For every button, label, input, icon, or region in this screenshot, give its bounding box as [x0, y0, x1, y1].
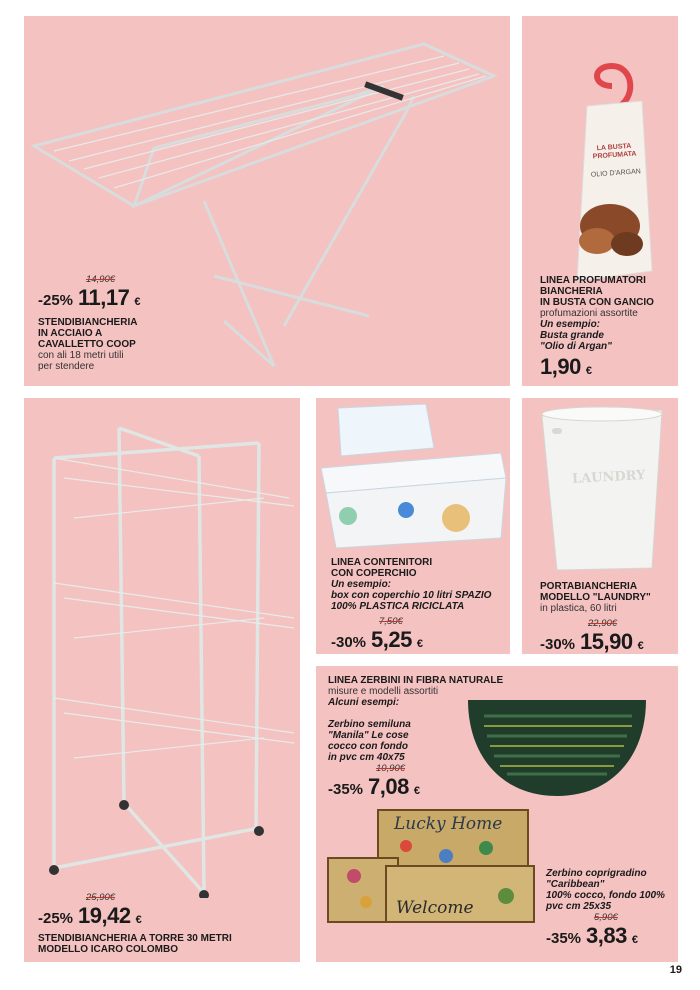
mat-desc: Zerbino semiluna: [328, 719, 411, 730]
old-price: 25,90€: [86, 892, 116, 903]
storage-box-image: [316, 398, 510, 548]
product-title: LINEA PROFUMATORI: [540, 275, 646, 286]
product-desc: per stendere: [38, 361, 95, 372]
mat-desc: in pvc cm 40x75: [328, 752, 405, 763]
pack-text: LA BUSTA: [596, 142, 632, 153]
example-text: Un esempio:: [540, 319, 601, 330]
product-title: STENDIBIANCHERIA: [38, 317, 138, 328]
mat-desc: "Manila" Le cose: [328, 730, 409, 741]
price: 7,08: [368, 774, 409, 799]
product-title: MODELLO ICARO COLOMBO: [38, 944, 178, 955]
price: 11,17: [78, 285, 130, 310]
mat-desc: cocco con fondo: [328, 741, 408, 752]
product-panel-drying-rack: [24, 16, 510, 386]
tower-rack-image: [24, 398, 300, 898]
product-title: BIANCHERIA: [540, 286, 603, 297]
example-text: 100% PLASTICA RICICLATA: [331, 601, 465, 612]
example-text: Un esempio:: [331, 579, 392, 590]
product-title: IN BUSTA CON GANCIO: [540, 297, 654, 308]
product-panel-door-mats: [316, 666, 678, 962]
price: 1,90: [540, 354, 581, 379]
example-text: Busta grande: [540, 330, 604, 341]
mat-desc: pvc cm 25x35: [546, 901, 612, 912]
price: 3,83: [586, 923, 627, 948]
old-price: 10,90€: [376, 763, 406, 774]
pack-text: OLIO D'ARGAN: [590, 168, 642, 179]
product-desc: in plastica, 60 litri: [540, 603, 617, 614]
basket-text: LAUNDRY: [571, 468, 646, 487]
discount-badge: -25%: [38, 292, 74, 309]
product-panel-tower-rack: [24, 398, 300, 962]
product-title: CAVALLETTO COOP: [38, 339, 136, 350]
old-price: 5,90€: [594, 912, 618, 923]
old-price: 14,90€: [86, 274, 116, 285]
currency: €: [631, 934, 638, 946]
mat-desc: "Caribbean": [546, 879, 605, 890]
mat-desc: Zerbino coprigradino: [546, 868, 647, 879]
currency: €: [585, 365, 592, 377]
currency: €: [135, 914, 142, 926]
section-desc: misure e modelli assortiti: [328, 686, 439, 697]
price: 5,25: [371, 627, 412, 652]
product-title: CON COPERCHIO: [331, 568, 417, 579]
example-text: box con coperchio 10 litri SPAZIO: [331, 590, 492, 601]
old-price: 7,50€: [379, 616, 403, 627]
currency: €: [416, 638, 423, 650]
product-desc: con ali 18 metri utili: [38, 350, 124, 361]
discount-badge: -25%: [38, 910, 74, 927]
pack-text: PROFUMATA: [592, 150, 637, 161]
currency: €: [413, 785, 420, 797]
old-price: 22,90€: [588, 618, 618, 629]
laundry-basket-image: [522, 398, 678, 578]
half-moon-mat-image: [462, 696, 652, 806]
currency: €: [134, 296, 141, 308]
section-examples: Alcuni esempi:: [328, 697, 400, 708]
product-panel-laundry-basket: [522, 398, 678, 654]
product-title: MODELLO "LAUNDRY": [540, 592, 651, 603]
section-title: LINEA ZERBINI IN FIBRA NATURALE: [328, 675, 504, 686]
price: 15,90: [580, 629, 633, 654]
product-title: IN ACCIAIO A: [38, 328, 103, 339]
product-title: LINEA CONTENITORI: [331, 557, 433, 568]
discount-badge: -35%: [328, 781, 364, 798]
mat-desc: 100% cocco, fondo 100%: [546, 890, 665, 901]
product-title: STENDIBIANCHERIA A TORRE 30 METRI: [38, 933, 232, 944]
mat-text: Welcome: [396, 898, 474, 918]
product-title: PORTABIANCHERIA: [540, 581, 638, 592]
mat-text: Lucky Home: [394, 814, 503, 834]
discount-badge: -30%: [540, 636, 576, 653]
example-text: "Olio di Argan": [540, 341, 612, 352]
discount-badge: -35%: [546, 930, 582, 947]
product-panel-storage-box: [316, 398, 510, 654]
product-desc: profumazioni assortite: [540, 308, 638, 319]
discount-badge: -30%: [331, 634, 367, 651]
product-panel-fragrance-bag: [522, 16, 678, 386]
currency: €: [637, 640, 644, 652]
page-number: 19: [669, 964, 682, 976]
price: 19,42: [78, 903, 131, 928]
